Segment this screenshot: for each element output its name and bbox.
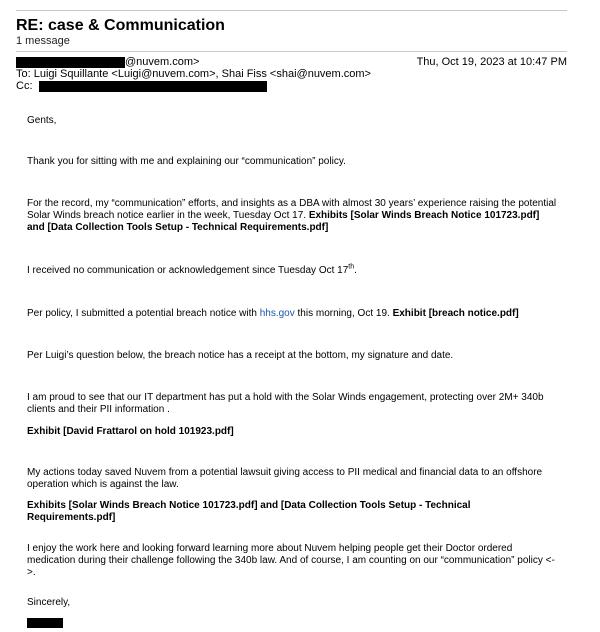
no-comm-superscript: th	[348, 263, 355, 271]
policy-exhibit: Exhibit [breach notice.pdf]	[392, 308, 519, 319]
record-paragraph	[27, 198, 557, 234]
redacted-cc-recipients	[39, 81, 267, 92]
policy-pre: Per policy, I submitted a potential breach notice with	[27, 308, 260, 319]
no-communication-paragraph	[27, 265, 557, 277]
message-count: 1 message	[16, 35, 70, 47]
no-comm-end: .	[354, 265, 357, 276]
enjoy-paragraph: I enjoy the work here and looking forward learning more about Nuvem helping people get their Doctor ordered medication during their challenge following the 340b law. And of course, I am counting on our “communication” policy <->.	[27, 543, 555, 578]
redacted-sender-name	[16, 57, 125, 68]
redacted-signature	[27, 618, 63, 628]
luigi-question-paragraph: Per Luigi’s question below, the breach notice has a receipt at the bottom, my signature and date.	[27, 350, 454, 361]
policy-post: this morning, Oct 19.	[294, 308, 393, 319]
hhs-gov-link[interactable]: hhs.gov	[259, 308, 295, 319]
to-label: To:	[16, 68, 31, 80]
email-date: Thu, Oct 19, 2023 at 10:47 PM	[416, 56, 567, 68]
from-line	[16, 56, 199, 68]
header-divider	[16, 51, 567, 52]
email-subject: RE: case & Communication	[16, 17, 225, 34]
to-recipients[interactable]: Luigi Squillante <Luigi@nuvem.com>, Shai Fiss <shai@nuvem.com>	[33, 68, 371, 80]
actions-exhibits: Exhibits [Solar Winds Breach Notice 101723.pdf] and [Data Collection Tools Setup - Technical Requirements.pdf]	[27, 500, 471, 523]
cc-label: Cc:	[16, 80, 33, 92]
record-text: For the record, my “communication” efforts, and insights as a DBA with almost 30 years’ experience raising the potential Solar Winds breach notice earlier in the week, Tuesday Oct 17.	[27, 198, 557, 221]
from-address: @nuvem.com>	[125, 56, 200, 68]
record-exhibits: Exhibits [Solar Winds Breach Notice 101723.pdf] and [Data Collection Tools Setup - Technical Requirements.pdf]	[27, 210, 540, 233]
proud-paragraph: I am proud to see that our IT department has put a hold with the Solar Winds engagement, protecting over 2M+ 340b clients and their PII information .	[27, 392, 544, 415]
to-line	[16, 68, 371, 80]
policy-paragraph	[27, 308, 557, 320]
cc-line	[16, 80, 267, 92]
closing: Sincerely,	[27, 597, 71, 608]
proud-exhibit: Exhibit [David Frattarol on hold 101923.pdf]	[27, 426, 234, 437]
actions-paragraph: My actions today saved Nuvem from a potential lawsuit giving access to PII medical and financial data to an offshore operation which is against the law.	[27, 467, 543, 490]
thanks-paragraph: Thank you for sitting with me and explaining our “communication” policy.	[27, 156, 346, 167]
greeting: Gents,	[27, 115, 57, 126]
no-comm-text: I received no communication or acknowledgement since Tuesday Oct 17	[27, 265, 349, 276]
top-divider	[16, 10, 567, 11]
